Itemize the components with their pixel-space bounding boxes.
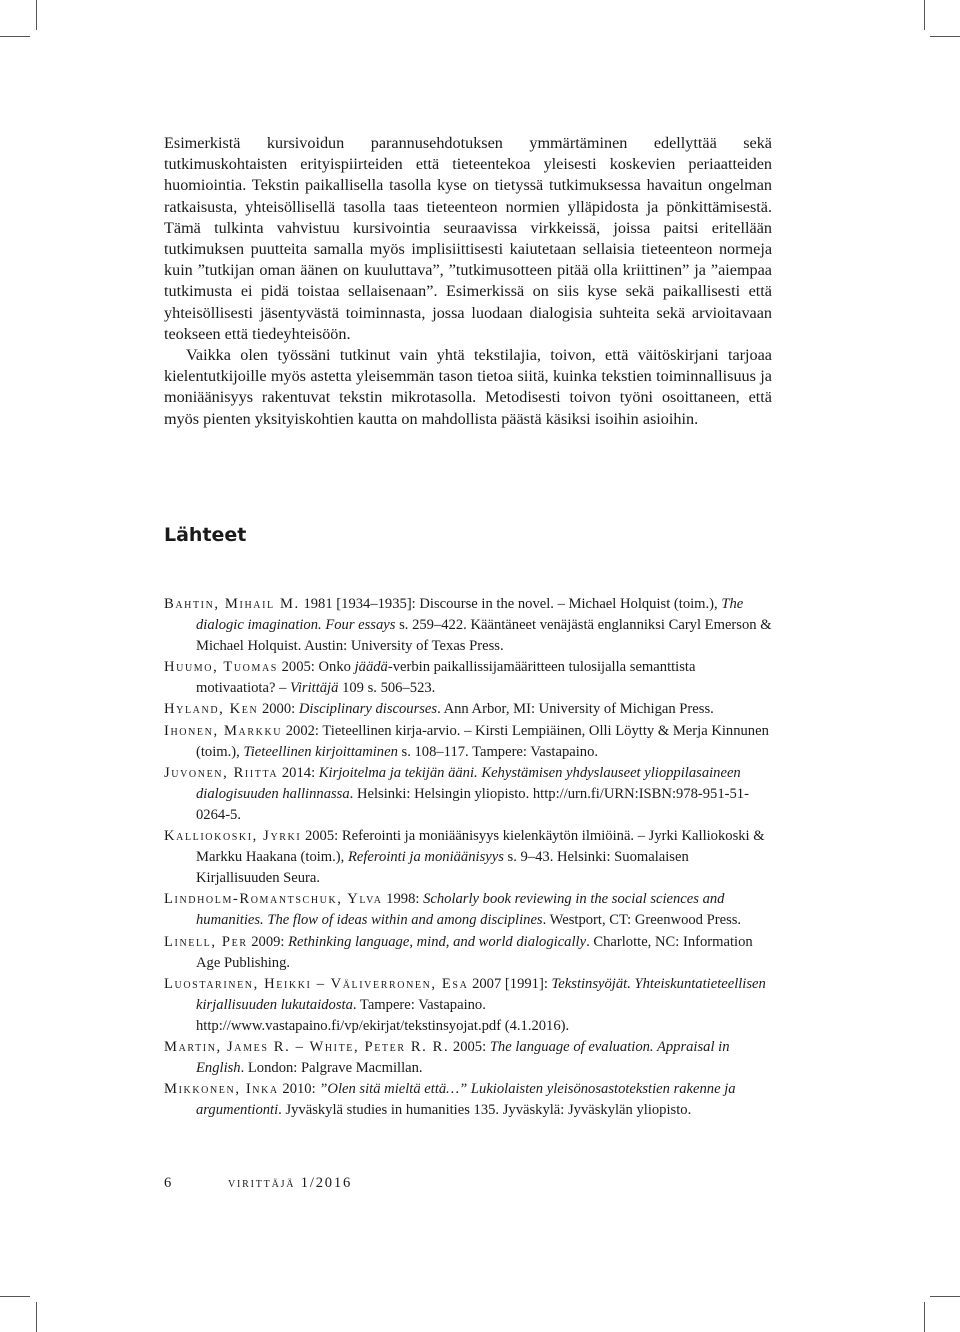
reference-author: Lindholm-Romantschuk, Ylva (164, 891, 383, 908)
crop-mark-bottom-right (924, 1302, 925, 1332)
reference-item (164, 721, 772, 763)
reference-text: 2007 [1991]: (468, 975, 552, 992)
crop-mark-right-bottom (930, 1296, 960, 1297)
reference-text: 2002: Tieteellinen kirja-arvio. – Kirsti Lempiäinen, Olli Löytty & Merja Kinnunen (toim.), (196, 722, 769, 760)
reference-text: 1981 [1934–1935]: Discourse in the novel. – Michael Holquist (toim.), (299, 596, 722, 612)
reference-text: 2009: (247, 933, 289, 950)
reference-text: 109 s. 506–523. (338, 680, 436, 697)
reference-title: Scholarly book reviewing in the social sciences and humanities. The flow of ideas within and among disciplines (196, 891, 725, 929)
reference-text: . Ann Arbor, MI: University of Michigan Press. (437, 701, 714, 718)
crop-mark-top-right (924, 0, 925, 30)
paragraph-1: Esimerkistä kursivoidun parannusehdotuksen ymmärtäminen edellyttää sekä tutkimuskohtaisten erityispiirteiden että tieteentekoa yleisesti koskevien periaatteiden huomiointia. Tekstin paikallisella tasolla kyse on tietyssä tutkimuksessa havaitun ongelman ratkaisusta, yhteisöllisellä tasolla taas tieteenteon normien ylläpidosta ja pönkittämisestä. Tämä tulkinta vahvistuu kursivointia seuraavissa virkkeissä, joissa paitsi eritellään tutkimuksen puutteita samalla myös implisiittisesti kaiutetaan sellaisia tieteenteon normeja kuin ”tutkijan oman äänen on kuuluttava”, ”tutkimusotteen pitää olla kriittinen” ja ”aiempaa tutkimusta ei pidä toistaa sellaisenaan”. Esimerkissä on siis kyse sekä paikallisesti että yhteisöllisesti jäsentyvästä toiminnasta, jossa luodaan dialogisia suhteita sekä arvioitavaan teokseen että tiedeyhteisöön. (164, 134, 772, 343)
reference-author: Martin, James R. – White, Peter R. R. (164, 1038, 450, 1055)
reference-text: 2005: (449, 1038, 490, 1055)
reference-author: Hyland, Ken (164, 701, 259, 718)
reference-text: s. 108–117. Tampere: Vastapaino. (397, 743, 599, 760)
reference-title: The language of evaluation. Appraisal in English (196, 1038, 730, 1077)
reference-item (164, 657, 772, 699)
reference-title: The dialogic imagination. Four essays (196, 596, 744, 634)
reference-item (164, 763, 772, 826)
reference-title: Kirjoitelma ja tekijän ääni. Kehystämisen yhdyslauseet ylioppilasaineen dialogisuuden hallinnassa (196, 764, 741, 802)
reference-text: s. 9–43. Helsinki: Suomalaisen Kirjallisuuden Seura. (196, 849, 689, 887)
reference-item (164, 932, 772, 974)
reference-title: Rethinking language, mind, and world dialogically (288, 933, 587, 950)
reference-text: . Westport, CT: Greenwood Press. (542, 912, 742, 929)
journal-name: virittäjä 1/2016 (228, 1175, 353, 1191)
reference-text: -verbin paikallissijamääritteen tulosijalla semanttista motivaatiota? – (196, 659, 696, 697)
reference-author: Juvonen, Riitta (164, 764, 279, 781)
reference-text: . Tampere: Vastapaino. http://www.vastapaino.fi/vp/ekirjat/tekstinsyojat.pdf (4.1.2016). (196, 996, 570, 1034)
reference-text: . London: Palgrave Macmillan. (240, 1060, 423, 1077)
reference-author: Linell, Per (164, 933, 248, 950)
reference-text: . Helsinki: Helsingin yliopisto. http://urn.fi/URN:ISBN:978-951-51-0264-5. (196, 785, 749, 823)
reference-author: Huumo, Tuomas (164, 659, 278, 676)
reference-text: . Jyväskylä studies in humanities 135. Jyväskylä: Jyväskylän yliopisto. (278, 1102, 692, 1119)
reference-item (164, 699, 772, 720)
page-footer (164, 1175, 352, 1192)
reference-author: Luostarinen, Heikki – Väliverronen, Esa (164, 975, 469, 992)
reference-title: Tekstinsyöjät. Yhteiskuntatieteellisen kirjallisuuden lukutaidosta (196, 975, 766, 1013)
reference-text: . Charlotte, NC: Information Age Publishing. (196, 933, 753, 971)
reference-title: ”Olen sitä mieltä että…” Lukiolaisten yleisönosastotekstien rakenne ja argumentionti (196, 1081, 736, 1119)
reference-title: Referointi ja moniäänisyys (347, 849, 504, 866)
crop-mark-left-top (0, 36, 30, 37)
reference-title: Virittäjä (290, 680, 339, 697)
reference-text: 2014: (278, 764, 319, 781)
reference-author: Mikkonen, Inka (164, 1081, 279, 1098)
reference-title: jäädä (354, 659, 388, 676)
reference-author: Kalliokoski, Jyrki (164, 828, 302, 845)
reference-item (164, 889, 772, 931)
reference-text: 2005: Onko (277, 659, 355, 676)
reference-text: 1998: (382, 891, 424, 908)
body-text (164, 133, 772, 430)
reference-item (164, 594, 772, 657)
reference-text: 2005: Referointi ja moniäänisyys kielenkäytön ilmiöinä. – Jyrki Kalliokoski & Markku Haakana (toim.), (196, 828, 765, 866)
crop-mark-left-bottom (0, 1296, 30, 1297)
reference-item (164, 974, 772, 1037)
page-number: 6 (164, 1175, 172, 1191)
reference-text: s. 259–422. Kääntäneet venäjästä englanniksi Caryl Emerson & Michael Holquist. Austin: University of Texas Press. (196, 617, 772, 655)
reference-item (164, 1079, 772, 1121)
reference-text: 2010: (278, 1081, 320, 1098)
reference-author: Bahtin, Mihail M. (164, 596, 300, 612)
crop-mark-right-top (930, 36, 960, 37)
reference-item (164, 1037, 772, 1079)
section-heading-references: Lähteet (164, 524, 247, 546)
crop-mark-bottom-left (36, 1302, 37, 1332)
reference-title: Tieteellinen kirjoittaminen (243, 743, 398, 760)
reference-text: 2000: (258, 701, 299, 718)
reference-title: Disciplinary discourses (298, 701, 438, 718)
reference-author: Ihonen, Markku (164, 722, 283, 739)
reference-list (164, 594, 772, 1121)
crop-mark-top-left (36, 0, 37, 30)
reference-item (164, 826, 772, 889)
paragraph-2: Vaikka olen työssäni tutkinut vain yhtä tekstilajia, toivon, että väitöskirjani tarjoaa kielentutkijoille myös astetta yleisemmän tason tietoa siitä, kuinka tekstien toiminnallisuus ja moniäänisyys rakentuvat tekstin mikrotasolla. Metodisesti toivon työni osoittaneen, että myös pienten yksityiskohtien kautta on mahdollista päästä käsiksi isoihin asioihin. (164, 346, 772, 428)
